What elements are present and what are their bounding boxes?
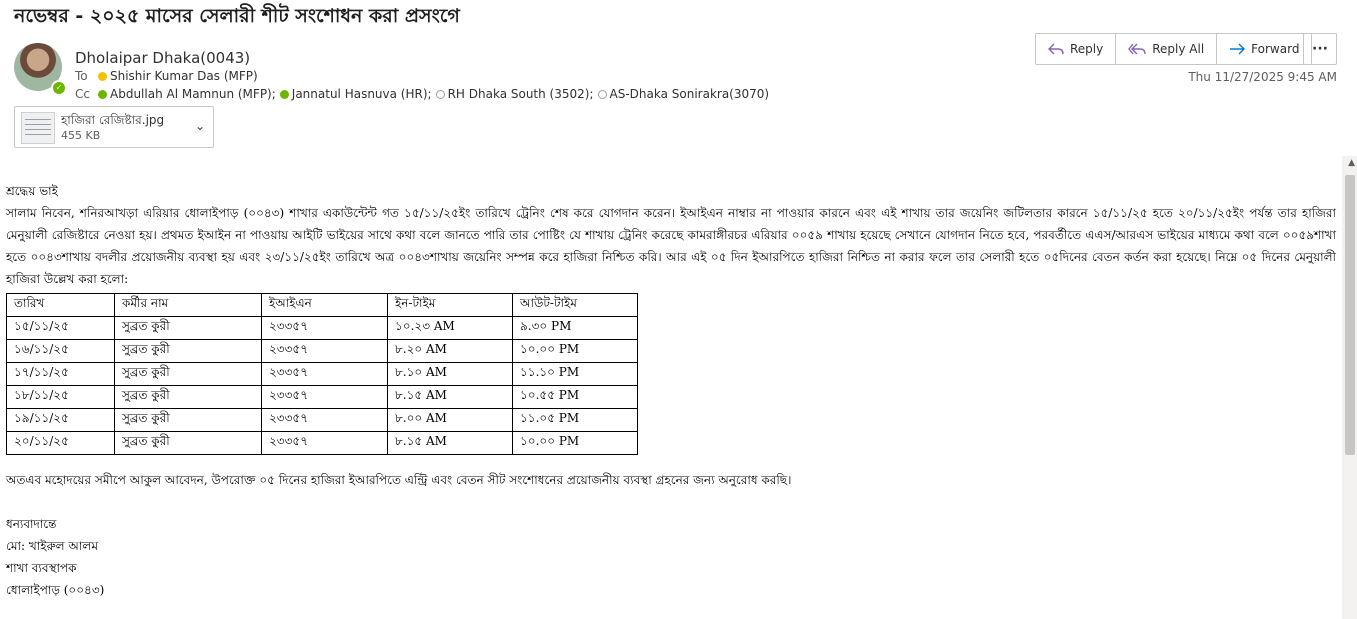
greeting: শ্রদ্ধেয় ভাই (6, 184, 58, 198)
presence-offline-icon (436, 90, 445, 99)
image-file-icon (21, 112, 55, 144)
table-row (7, 409, 638, 432)
table-row (7, 386, 638, 409)
table-row (7, 317, 638, 340)
signature-closing: ধন্যবাদান্তে (6, 517, 57, 531)
table-cell: সুব্রত কুরী (115, 317, 262, 340)
table-cell: সুব্রত কুরী (115, 340, 262, 363)
table-cell: ৮.১০ AM (388, 363, 513, 386)
reply-button[interactable]: Reply (1036, 34, 1116, 64)
table-cell: ৮.১৫ AM (388, 386, 513, 409)
cc-label: Cc (75, 87, 90, 101)
table-cell: ১০.০০ PM (513, 432, 638, 455)
table-cell: সুব্রত কুরী (115, 432, 262, 455)
table-cell: ৮.১৫ AM (388, 432, 513, 455)
table-cell: ২৩৩৫৭ (262, 363, 388, 386)
attendance-table (6, 293, 638, 455)
table-cell: ২৩৩৫৭ (262, 386, 388, 409)
table-cell: ১৯/১১/২৫ (7, 409, 115, 432)
more-actions-button[interactable] (1303, 33, 1337, 65)
table-cell: ২৩৩৫৭ (262, 317, 388, 340)
table-cell: সুব্রত কুরী (115, 386, 262, 409)
attachment-size: 455 KB (61, 129, 101, 142)
signature-title: শাখা ব্যবস্থাপক (6, 561, 77, 575)
presence-available-icon (98, 90, 107, 99)
signature-branch: ধোলাইপাড় (০০৪৩) (6, 583, 105, 597)
cc-recipients (98, 87, 769, 101)
table-cell: ১০.৫৫ PM (513, 386, 638, 409)
body-paragraph: সালাম নিবেন, শনিরআখড়া এরিয়ার ধোলাইপাড় (০০৪৩) শাখার একাউন্টেন্ট গত ১৫/১১/২৫ইং তারিখে ট্রেনিং শেষ করে যোগদান করেন। ইআইএন নাম্বার না পাওয়ার কারনে এবং এই শাখায় তার জয়েনিং জটিলতার কারনে ১৫/১১/২৫ হতে ২০/১১/২৫ইং পর্যন্ত তার হাজিরা মেনুয়ালী রেজিষ্টারে নেওয়া হয়। প্রথমত ইআইন না পাওয়ায় আইটি ভাইয়ের সাথে কথা বলে জানতে পারি তার পোষ্টিং যে শাখায় ট্রেনিং করেছে কামরাঙ্গীরচর এরিয়ার ০০৫৯ শাখায় হয়েছে সেখানে যোগদান নিতে হবে, পরবর্তীতে এএস/আরএস ভাইয়ের মাধ্যমে কথা বলে ০০৫৯শাখা হতে ০০৪৩শাখায় বদলীর প্রয়োজনীয় ব্যবস্থা হয় এবং ২৩/১১/২৫ইং তারিখে অত্র ০০৪৩শাখায় জয়েনিং সম্পন্ন করে হাজিরা নিশ্চিত করি। আর এই ০৫ দিন ইআরপিতে হাজিরা নিশ্চিত না করার ফলে তার সেলারী হতে ০৫দিনের বেতন কর্তন করা হয়েছে। নিম্নে ০৫ দিনের মেনুয়ালী হাজিরা উল্লেখ করা হলো: (6, 206, 1336, 286)
table-cell: ২০/১১/২৫ (7, 432, 115, 455)
sent-datetime: Thu 11/27/2025 9:45 AM (1188, 70, 1337, 84)
table-cell: ২৩৩৫৭ (262, 340, 388, 363)
presence-away-icon (98, 72, 107, 81)
forward-icon (1229, 42, 1245, 56)
table-cell: ৮.২০ AM (388, 340, 513, 363)
table-row (7, 340, 638, 363)
scrollbar-thumb[interactable] (1345, 175, 1355, 455)
header-cell: ইন-টাইম (388, 294, 513, 317)
table-cell: সুব্রত কুরী (115, 363, 262, 386)
header-cell: ইআইএন (262, 294, 388, 317)
table-cell: সুব্রত কুরী (115, 409, 262, 432)
header-cell: কর্মীর নাম (115, 294, 262, 317)
header-cell: আউট-টাইম (513, 294, 638, 317)
recipient-cc-2[interactable]: RH Dhaka South (3502); (436, 87, 594, 101)
email-body (6, 180, 1336, 601)
table-cell: ১৫/১১/২৫ (7, 317, 115, 340)
forward-button[interactable]: Forward (1217, 34, 1311, 64)
table-row (7, 432, 638, 455)
reply-icon (1048, 42, 1064, 56)
table-cell: ২৩৩৫৭ (262, 432, 388, 455)
signature-name: মো: খাইরুল আলম (6, 539, 99, 553)
attachment-name: হাজিরা রেজিষ্টার.jpg (61, 113, 165, 127)
table-cell: ১৮/১১/২৫ (7, 386, 115, 409)
reply-all-icon (1128, 42, 1146, 56)
chevron-down-icon[interactable]: ⌄ (194, 119, 205, 133)
sender-name[interactable]: Dholaipar Dhaka(0043) (75, 49, 251, 67)
table-cell: ১১.০৫ PM (513, 409, 638, 432)
table-cell: ৯.৩০ PM (513, 317, 638, 340)
table-cell: ২৩৩৫৭ (262, 409, 388, 432)
table-cell: ১০.০০ PM (513, 340, 638, 363)
presence-available-icon: ✓ (51, 80, 67, 96)
table-cell: ৮.০০ AM (388, 409, 513, 432)
recipient-cc-0[interactable]: Abdullah Al Mamnun (MFP); (98, 87, 276, 101)
recipient-cc-1[interactable]: Jannatul Hasnuva (HR); (280, 87, 432, 101)
reply-all-button[interactable]: Reply All (1116, 34, 1217, 64)
email-subject: নভেম্বর - ২০২৫ মাসের সেলারী শীট সংশোধন করা প্রসংগে (14, 5, 460, 27)
table-cell: ১০.২৩ AM (388, 317, 513, 340)
recipient-to-0[interactable]: Shishir Kumar Das (MFP) (98, 69, 258, 83)
presence-available-icon (280, 90, 289, 99)
to-recipients (98, 69, 258, 83)
to-label: To (75, 69, 88, 83)
attachment-card[interactable] (14, 106, 214, 148)
table-cell: ১৭/১১/২৫ (7, 363, 115, 386)
table-cell: ১৬/১১/২৫ (7, 340, 115, 363)
header-cell: তারিখ (7, 294, 115, 317)
table-row (7, 363, 638, 386)
message-actions (1035, 33, 1312, 65)
scroll-up-icon[interactable]: ▲ (1348, 158, 1355, 168)
more-icon: ··· (1312, 41, 1328, 57)
recipient-cc-3[interactable]: AS-Dhaka Sonirakra(3070) (598, 87, 770, 101)
request-paragraph: অতএব মহোদয়ের সমীপে আকুল আবেদন, উপরোক্ত ০৫ দিনের হাজিরা ইআরপিতে এন্ট্রি এবং বেতন সীট সংশোধনের প্রয়োজনীয় ব্যবস্থা গ্রহনের জন্য অনুরোধ করছি। (6, 473, 792, 487)
table-header-row (7, 294, 638, 317)
table-cell: ১১.১০ PM (513, 363, 638, 386)
presence-offline-icon (598, 90, 607, 99)
